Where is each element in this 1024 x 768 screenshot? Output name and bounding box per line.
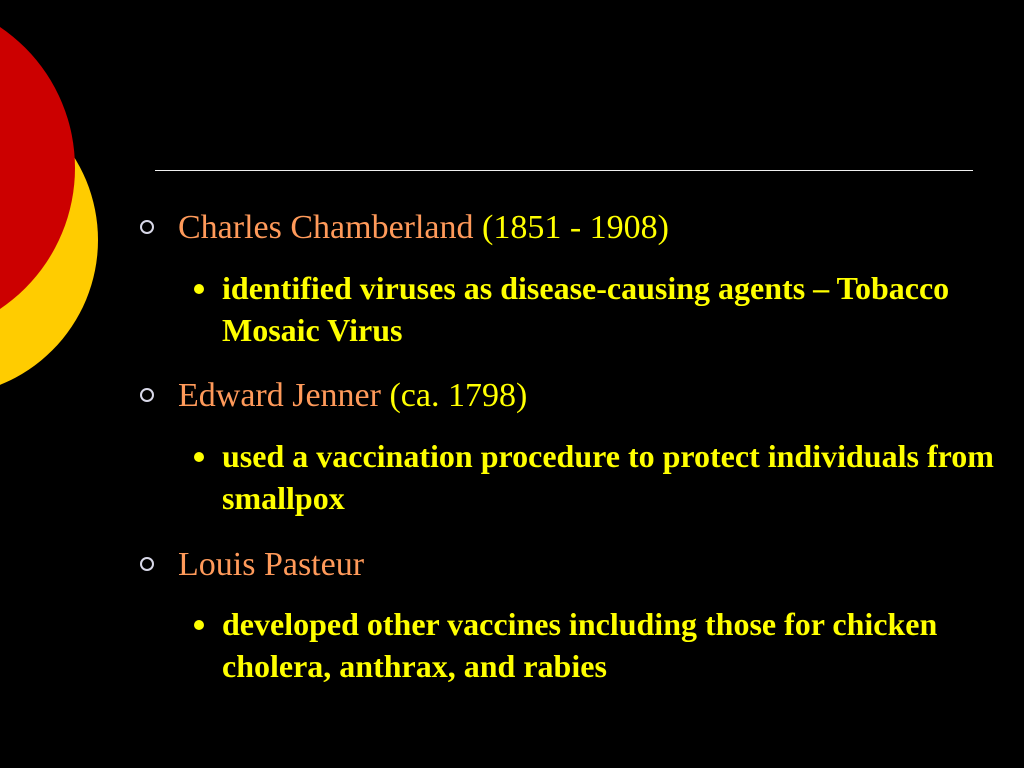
sub-bullet-text: used a vaccination procedure to protect individuals from smallpox bbox=[222, 438, 994, 516]
bullet-name: Charles Chamberland bbox=[178, 209, 474, 246]
bullet-pasteur bbox=[178, 545, 364, 585]
bullet-jenner bbox=[178, 376, 527, 416]
dot-bullet-icon bbox=[194, 452, 204, 462]
dot-bullet-icon bbox=[194, 284, 204, 294]
bullet-chamberland bbox=[178, 208, 669, 248]
bullet-name: Edward Jenner bbox=[178, 377, 381, 414]
bullet-dates: (ca. 1798) bbox=[380, 377, 528, 414]
hollow-circle-bullet-icon bbox=[140, 557, 154, 571]
bullet-dates: (1851 - 1908) bbox=[473, 209, 669, 246]
sub-bullet-jenner bbox=[222, 435, 1012, 519]
sub-bullet-text: identified viruses as disease-causing agents – Tobacco Mosaic Virus bbox=[222, 270, 950, 348]
sub-bullet-text: developed other vaccines including those for chicken cholera, anthrax, and rabies bbox=[222, 606, 938, 684]
dot-bullet-icon bbox=[194, 620, 204, 630]
hollow-circle-bullet-icon bbox=[140, 388, 154, 402]
sub-bullet-chamberland bbox=[222, 267, 1012, 351]
bullet-name: Louis Pasteur bbox=[178, 546, 365, 583]
hollow-circle-bullet-icon bbox=[140, 220, 154, 234]
sub-bullet-pasteur bbox=[222, 603, 1012, 687]
